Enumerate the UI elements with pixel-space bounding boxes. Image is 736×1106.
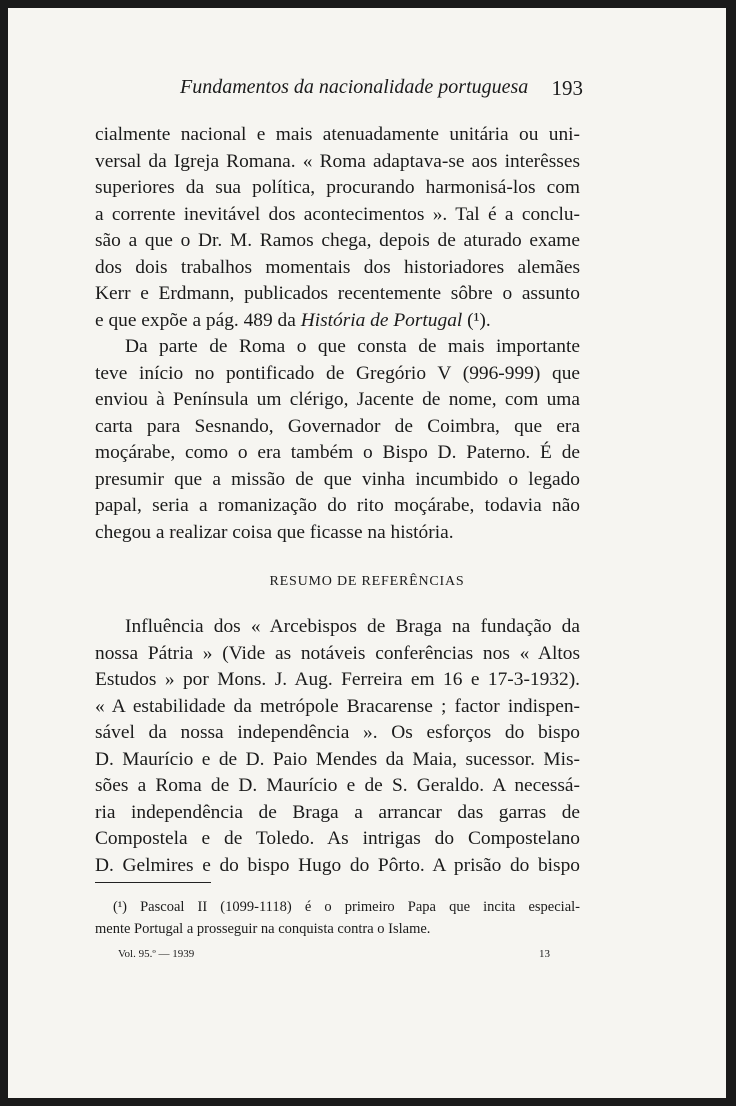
text-line: Compostela e de Toledo. As intrigas do Compostelano xyxy=(95,828,580,849)
text-line: Influência dos « Arcebispos de Braga na fundação da xyxy=(125,616,580,637)
running-header xyxy=(180,76,583,104)
text-line: dos dois trabalhos momentais dos historiadores alemães xyxy=(95,256,580,278)
paragraph-1 xyxy=(95,122,580,334)
paragraph-3 xyxy=(95,614,580,879)
volume-note: Vol. 95.º — 1939 xyxy=(118,948,195,960)
running-title: Fundamentos da nacionalidade portuguesa xyxy=(180,76,529,98)
signature-mark: 13 xyxy=(539,948,550,960)
text-line: papal, seria a romanização do rito moçárabe, todavia não xyxy=(95,495,580,516)
text-line: sável da nossa independência ». Os esforços do bispo xyxy=(95,722,580,743)
book-title: História de Portugal xyxy=(300,309,463,331)
text-line: chegou a realizar coisa que ficasse na história. xyxy=(95,521,454,543)
text-line: superiores da sua política, procurando harmonisá-los com xyxy=(95,177,580,198)
paragraph-2 xyxy=(95,334,580,546)
footnote-divider xyxy=(95,882,211,883)
footnote-line: mente Portugal a prosseguir na conquista contra o Islame. xyxy=(95,921,431,937)
text-line: D. Gelmires e do bispo Hugo do Pôrto. A prisão do bispo xyxy=(95,854,580,876)
text-line: sões a Roma de D. Maurício e de S. Geraldo. A necessá- xyxy=(95,775,580,796)
text-line: ria independência de Braga a arrancar das garras de xyxy=(95,801,580,823)
text-line: moçárabe, como o era também o Bispo D. Paterno. É de xyxy=(95,442,580,463)
text-line: carta para Sesnando, Governador de Coimbra, que era xyxy=(95,415,580,437)
text-line: D. Maurício e de D. Paio Mendes da Maia, sucessor. Mis- xyxy=(95,748,580,770)
section-heading: RESUMO DE REFERÊNCIAS xyxy=(269,574,465,589)
text-line: são a que o Dr. M. Ramos chega, depois de aturado exame xyxy=(95,230,580,251)
page-number: 193 xyxy=(551,76,583,100)
text-line: « A estabilidade da metrópole Bracarense ; factor indispen- xyxy=(95,695,580,717)
footnote-line: (¹) Pascoal II (1099-1118) é o primeiro Papa que incita especial- xyxy=(113,899,580,915)
text-line: a corrente inevitável dos acontecimentos ». Tal é a conclu- xyxy=(95,203,580,225)
text-line: cialmente nacional e mais atenuadamente unitária ou uni- xyxy=(95,124,580,145)
text-line: teve início no pontificado de Gregório V (996-999) que xyxy=(95,362,580,384)
book-page xyxy=(8,8,726,1098)
text-line: nossa Pátria » (Vide as notáveis conferências nos « Altos xyxy=(95,642,580,664)
text-line xyxy=(95,308,580,335)
text-line: Kerr e Erdmann, publicados recentemente sôbre o assunto xyxy=(95,283,580,304)
text-line: versal da Igreja Romana. « Roma adaptava-se aos interêsses xyxy=(95,150,580,172)
text-line: Da parte de Roma o que consta de mais importante xyxy=(125,336,580,357)
footnote-reference: (¹). xyxy=(467,309,491,331)
text-fragment: e que expõe a pág. 489 da xyxy=(95,309,301,331)
footnote xyxy=(95,896,580,940)
text-line: enviou à Península um clérigo, Jacente de nome, com uma xyxy=(95,389,580,410)
text-line: Estudos » por Mons. J. Aug. Ferreira em 16 e 17-3-1932). xyxy=(95,669,580,690)
text-line: presumir que a missão de que vinha incumbido o legado xyxy=(95,468,580,490)
